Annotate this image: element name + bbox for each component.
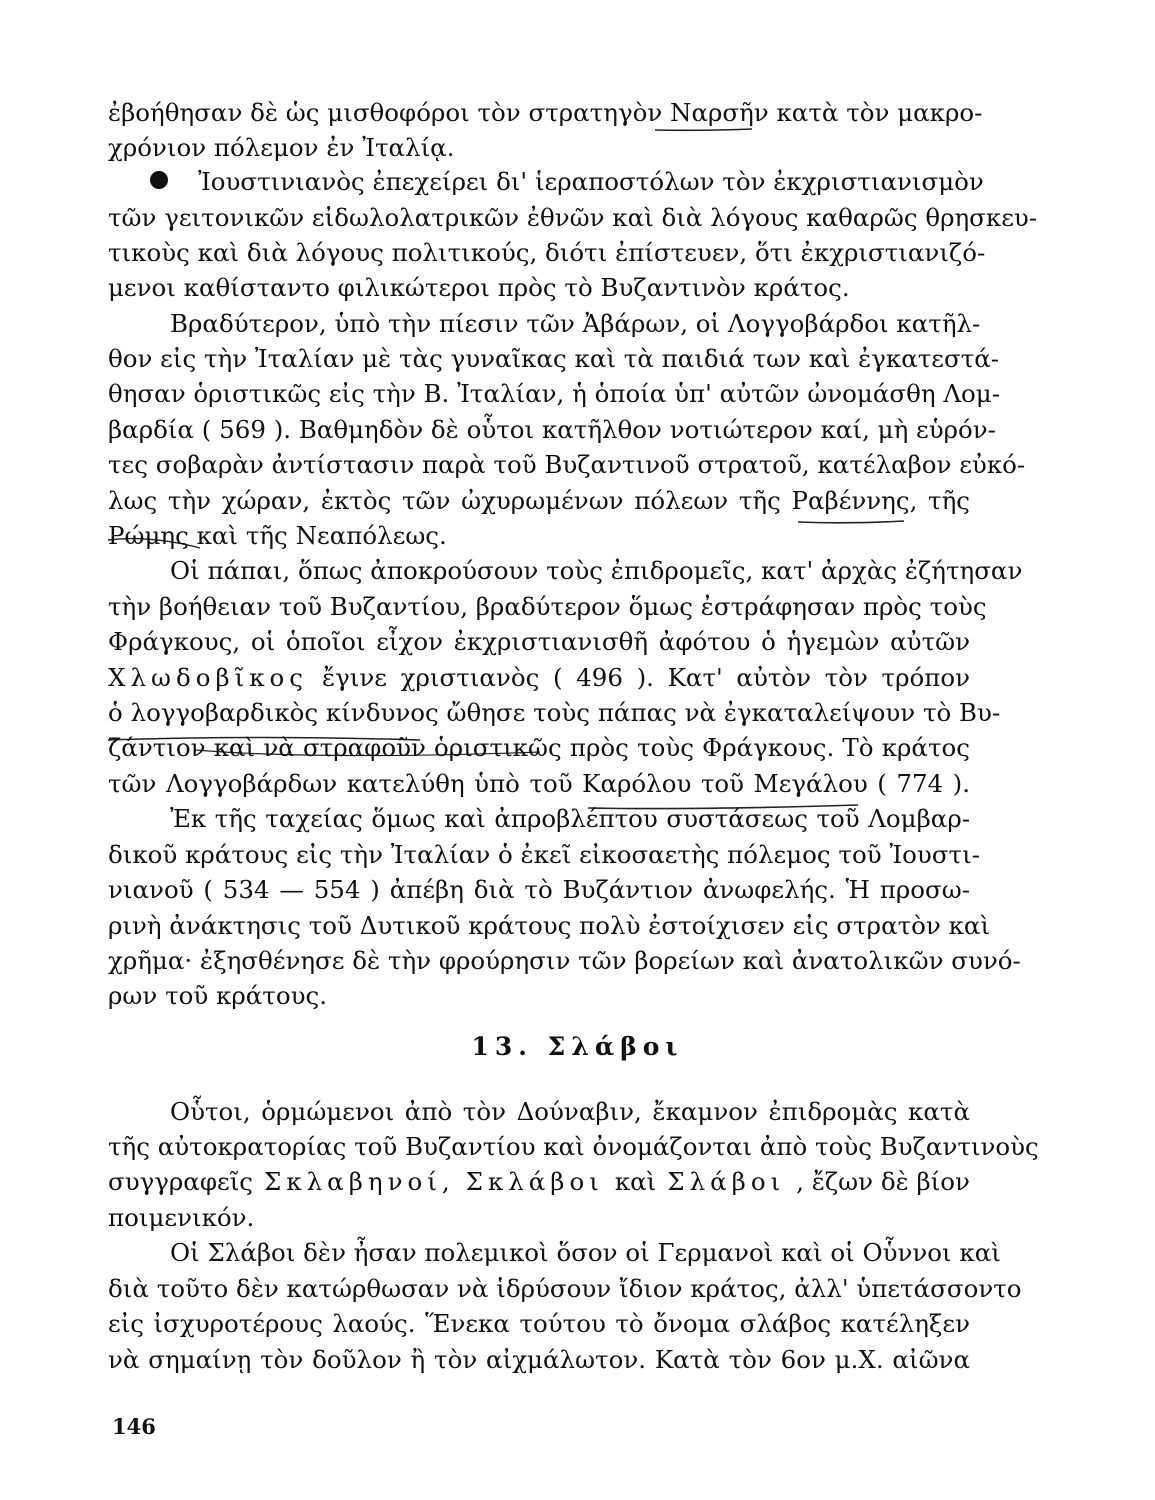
text-line: εἰς ἰσχυροτέρους λαούς. Ἕνεκα τούτου τὸ ὄνομα σλάβος κατέληξεν	[108, 1309, 970, 1338]
text-line: δικοῦ κράτους εἰς τὴν Ἰταλίαν ὁ ἐκεῖ εἰκοσαετὴς πόλεμος τοῦ Ἰουστι-	[108, 840, 980, 869]
spaced-name-sklavinoi: Σκλαβηνοί,	[264, 1167, 455, 1196]
line-fragment: καὶ	[614, 1167, 657, 1196]
text-line: Οὗτοι, ὁρμώμενοι ἀπὸ τὸν Δούναβιν, ἔκαμνον ἐπιδρομὰς κατὰ	[170, 1097, 970, 1126]
text-line: χρῆμα· ἐξησθένησε δὲ τὴν φρούρησιν τῶν βορείων καὶ ἀνατολικῶν συνό-	[108, 946, 1021, 975]
text-line: Βραδύτερον, ὑπὸ τὴν πίεσιν τῶν Ἀβάρων, οἱ Λογγοβάρδοι κατῆλ-	[170, 309, 981, 338]
text-line: Ἰουστινιανὸς ἐπεχείρει δι' ἱεραποστόλων τὸν ἐκχριστιανισμὸν	[198, 167, 984, 196]
text-line: τικοὺς καὶ διὰ λόγους πολιτικούς, διότι ἐπίστευεν, ὅτι ἐκχριστιανιζό-	[108, 238, 986, 267]
text-line: ὁ λογγοβαρδικὸς κίνδυνος ὤθησε τοὺς πάπας νὰ ἐγκαταλείψουν τὸ Βυ-	[108, 698, 1001, 727]
text-line: βαρδία ( 569 ). Βαθμηδὸν δὲ οὗτοι κατῆλθον νοτιώτερον καί, μὴ εὑρόν-	[108, 415, 996, 444]
text-line: νὰ σημαίνῃ τὸν δοῦλον ἢ τὸν αἰχμάλωτον. Κατὰ τὸν 6ον μ.Χ. αἰῶνα	[108, 1345, 970, 1374]
text-line: Οἱ πάπαι, ὅπως ἀποκρούσουν τοὺς ἐπιδρομεῖς, κατ' ἀρχὰς ἐζήτησαν	[170, 556, 1023, 585]
spaced-name-slavoi: Σλάβοι	[667, 1167, 786, 1196]
section-heading: 13. Σλάβοι	[471, 1032, 684, 1061]
text-line: ρων τοῦ κράτους.	[108, 981, 328, 1010]
text-line: Ἐκ τῆς ταχείας ὅμως καὶ ἀπροβλέπτου συστάσεως τοῦ Λομβαρ-	[170, 804, 970, 833]
text-line: διὰ τοῦτο δὲν κατώρθωσαν νὰ ἱδρύσουν ἴδιον κράτος, ἀλλ' ὑπετάσσοντο	[108, 1274, 1022, 1303]
line-fragment: συγγραφεῖς	[108, 1167, 254, 1196]
page-number: 146	[112, 1414, 156, 1439]
text-line: τῶν γειτονικῶν εἰδωλολατρικῶν ἐθνῶν καὶ διὰ λόγους καθαρῶς θρησκευ-	[108, 203, 1038, 232]
text-line: θον εἰς τὴν Ἰταλίαν μὲ τὰς γυναῖκας καὶ τὰ παιδιά των καὶ ἐγκατεστά-	[108, 344, 1000, 373]
line-fragment: , ἔζων δὲ βίον	[796, 1167, 970, 1196]
text-line: τῆς αὐτοκρατορίας τοῦ Βυζαντίου καὶ ὀνομάζονται ἀπὸ τοὺς Βυζαντινοὺς	[108, 1132, 1039, 1161]
text-line: Ρώμης καὶ τῆς Νεαπόλεως.	[108, 521, 447, 550]
text-line: λως τὴν χώραν, ἐκτὸς τῶν ὠχυρωμένων πόλεων τῆς Ραβέννης, τῆς	[108, 486, 970, 515]
text-line: ποιμενικόν.	[108, 1203, 255, 1232]
text-line: τὴν βοήθειαν τοῦ Βυζαντίου, βραδύτερον ὅμως ἐστράφησαν πρὸς τοὺς	[108, 592, 987, 621]
text-line: Οἱ Σλάβοι δὲν ἦσαν πολεμικοὶ ὅσον οἱ Γερμανοὶ καὶ οἱ Οὗννοι καὶ	[170, 1238, 1001, 1267]
text-line: Φράγκους, οἱ ὁποῖοι εἶχον ἐκχριστιανισθῆ ἀφότου ὁ ἡγεμὼν αὐτῶν	[108, 627, 970, 656]
text-line	[108, 1165, 970, 1199]
text-line: Χλωδοβῖκος ἔγινε χριστιανὸς ( 496 ). Κατ' αὐτὸν τὸν τρόπον	[108, 661, 970, 695]
text-line: μενοι καθίσταντο φιλικώτεροι πρὸς τὸ Βυζαντινὸν κράτος.	[108, 273, 850, 302]
text-line: τῶν Λογγοβάρδων κατελύθη ὑπὸ τοῦ Καρόλου τοῦ Μεγάλου ( 774 ).	[108, 769, 970, 798]
text-line: ζάντιον καὶ νὰ στραφοῦν ὁριστικῶς πρὸς τοὺς Φράγκους. Τὸ κράτος	[108, 733, 970, 762]
text-line: νιανοῦ ( 534 — 554 ) ἀπέβη διὰ τὸ Βυζάντιον ἀνωφελής. Ἡ προσω-	[108, 875, 970, 904]
text-line: τες σοβαρὰν ἀντίστασιν παρὰ τοῦ Βυζαντινοῦ στρατοῦ, κατέλαβον εὐκό-	[108, 450, 1026, 479]
spaced-name-chlodovikos: Χλωδοβῖκος	[108, 663, 309, 692]
text-line: ἐβοήθησαν δὲ ὡς μισθοφόροι τὸν στρατηγὸν Ναρσῆν κατὰ τὸν μακρο-	[108, 98, 983, 127]
spaced-name-sklavoi: Σκλάβοι	[465, 1167, 604, 1196]
text-line: ρινὴ ἀνάκτησις τοῦ Δυτικοῦ κράτους πολὺ ἐστοίχισεν εἰς στρατὸν καὶ	[108, 911, 991, 940]
bullet-dot-icon	[150, 171, 168, 189]
text-line: χρόνιον πόλεμον ἐν Ἰταλίᾳ.	[108, 133, 455, 162]
text-line: θησαν ὁριστικῶς εἰς τὴν Β. Ἰταλίαν, ἡ ὁποία ὑπ' αὐτῶν ὠνομάσθη Λομ-	[108, 379, 1000, 408]
